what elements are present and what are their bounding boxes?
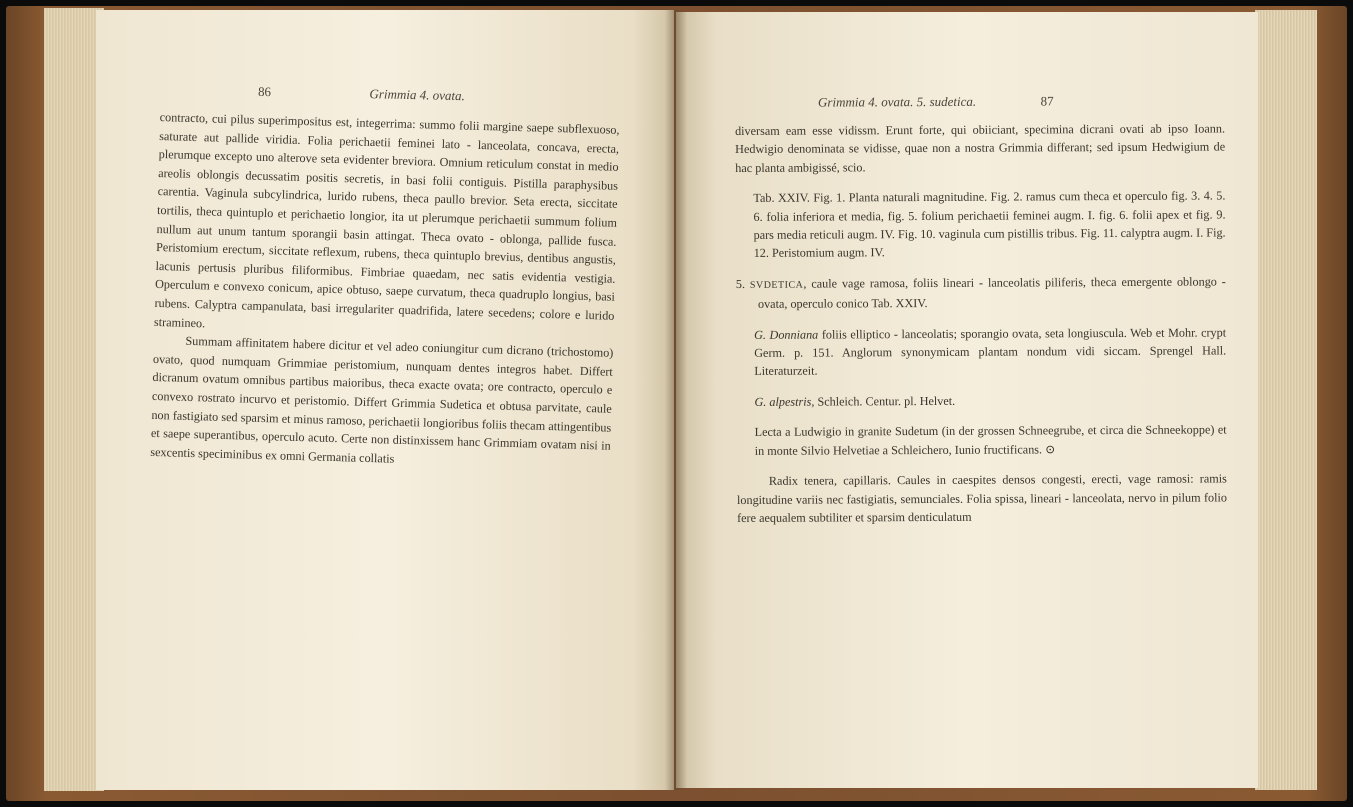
species-entry bbox=[736, 272, 1226, 313]
left-page-body bbox=[150, 108, 620, 474]
right-page-edges bbox=[1255, 10, 1317, 790]
intro-paragraph: diversam eam esse vidissm. Erunt forte, qui obiiciant, specimina dicrani ovati ab ipso Ioann. Hedwigio denominata se vidisse, quae non a nostra Grimmia differant; sed ipsum Hedwigium de hac planta ambigissé, scio. bbox=[735, 121, 1226, 175]
right-header-title: Grimmia 4. ovata. 5. sudetica. bbox=[817, 93, 977, 110]
paragraph: contracto, cui pilus superimpositus est, integerrima: summo folii margine saepe subflexuoso, saturate aut pallide viridia. Folia perichaetii feminei lato - lanceolata, concava, erecta, plerumque excepto uno alterove seta evidenter breviora. Omnium reticulum constat in medio areolis oblongis decussatim positis secretis, in basi folii contiguis. Pistilla paraphysibus carentia. Vaginula subcylindrica, lurido rubens, theca paullo brevior. Seta erecta, siccitate tortilis, theca quintuplo et perichaetio longior, ita ut plerumque perichaetii summum folium nullum aut unum tantum sporangii basin attingat. Theca ovato - oblonga, pallide fusca. Peristomium erectum, siccitate reflexum, rubens, theca quintuplo brevius, dentibus angustis, lacunis pertusis pluribus filiformibus. Fimbriae quaedam, nec satis evidentia vestigia. Operculum e convexo conicum, apice obtuso, saepe curvatum, theca quadruplo longius, basi rubens. Calyptra campanulata, basi irregulariter quadrifida, latere secedens; colore e lurido stramineo. bbox=[153, 109, 620, 330]
right-page-number: 87 bbox=[1040, 93, 1054, 109]
species-number: 5. bbox=[735, 276, 746, 291]
paragraph: Summam affinitatem habere dicitur et vel adeo coniungitur cum dicrano (trichostomo) ovato, quod numquam Grimmiae peristomium, nunquam dentes integros habet. Differt dicranum ovatum omnibus partibus maioribus, theca exacte ovata; ore contracto, operculo e convexo rostrato incurvo et peristomio. Differt Grimmia Sudetica et obtusa parvitate, caule non fastigiato sed sparsim et minus ramoso, perichaetii longioribus foliis thecam attingentibus et saepe superantibus, operculo acuto. Certe non distinxissem hanc Grimmiam ovatam nisi in sexcentis speciminibus ex omni Germania collatis bbox=[150, 333, 614, 466]
left-page-edges bbox=[44, 8, 104, 791]
synonym-text: foliis elliptico - lanceolatis; sporangio ovata, seta longiuscula. Web et Mohr. crypt Germ. p. 151. Anglorum synonymicam plantam nondum vidi siccam. Sprengel Hall. Literaturzeit. bbox=[754, 325, 1227, 379]
locality-paragraph: Lecta a Ludwigio in granite Sudetum (in der grossen Schneegrube, et circa die Schneekoppe) et in monte Silvio Helvetiae a Schleichero, Iunio fructificans. ⊙ bbox=[754, 422, 1227, 458]
table-reference: Tab. XXIV. Fig. 1. Planta naturali magnitudine. Fig. 2. ramus cum theca et operculo fig. 3. 4. 5. 6. folia inferiora et media, fig. 5. folium perichaetii feminei augm. I. fig. 6. folii apex et fig. 9. pars media reticuli augm. IV. Fig. 10. vaginula cum pistillis tribus. Fig. 11. calyptra augm. I. Fig. 12. Peristomium augm. IV. bbox=[753, 188, 1226, 261]
species-name: SVDETICA bbox=[749, 279, 804, 291]
synonym-name: G. alpestris, bbox=[754, 394, 815, 409]
left-page-number: 86 bbox=[257, 83, 272, 100]
synonym-entry bbox=[736, 390, 1226, 411]
book-gutter bbox=[665, 10, 687, 790]
left-header-title: Grimmia 4. ovata. bbox=[369, 86, 465, 104]
synonym-name: G. Donniana bbox=[754, 327, 819, 342]
right-running-head bbox=[818, 93, 1054, 110]
synonym-text: Schleich. Centur. pl. Helvet. bbox=[814, 393, 956, 409]
right-page-body bbox=[735, 119, 1227, 527]
species-diagnosis: , caule vage ramosa, foliis lineari - lanceolatis piliferis, theca emergente oblongo - ovata, operculo conico Tab. XXIV. bbox=[757, 274, 1226, 312]
description-paragraph: Radix tenera, capillaris. Caules in caespites densos congesti, erecti, vage ramosi: ramis longitudine variis nec fastigiatis, semunciales. Folia spissa, lineari - lanceolata, nervo in pilum folio fere aequalem subtiliter et sparsim denticulatum bbox=[736, 471, 1228, 525]
synonym-entry bbox=[736, 323, 1226, 381]
